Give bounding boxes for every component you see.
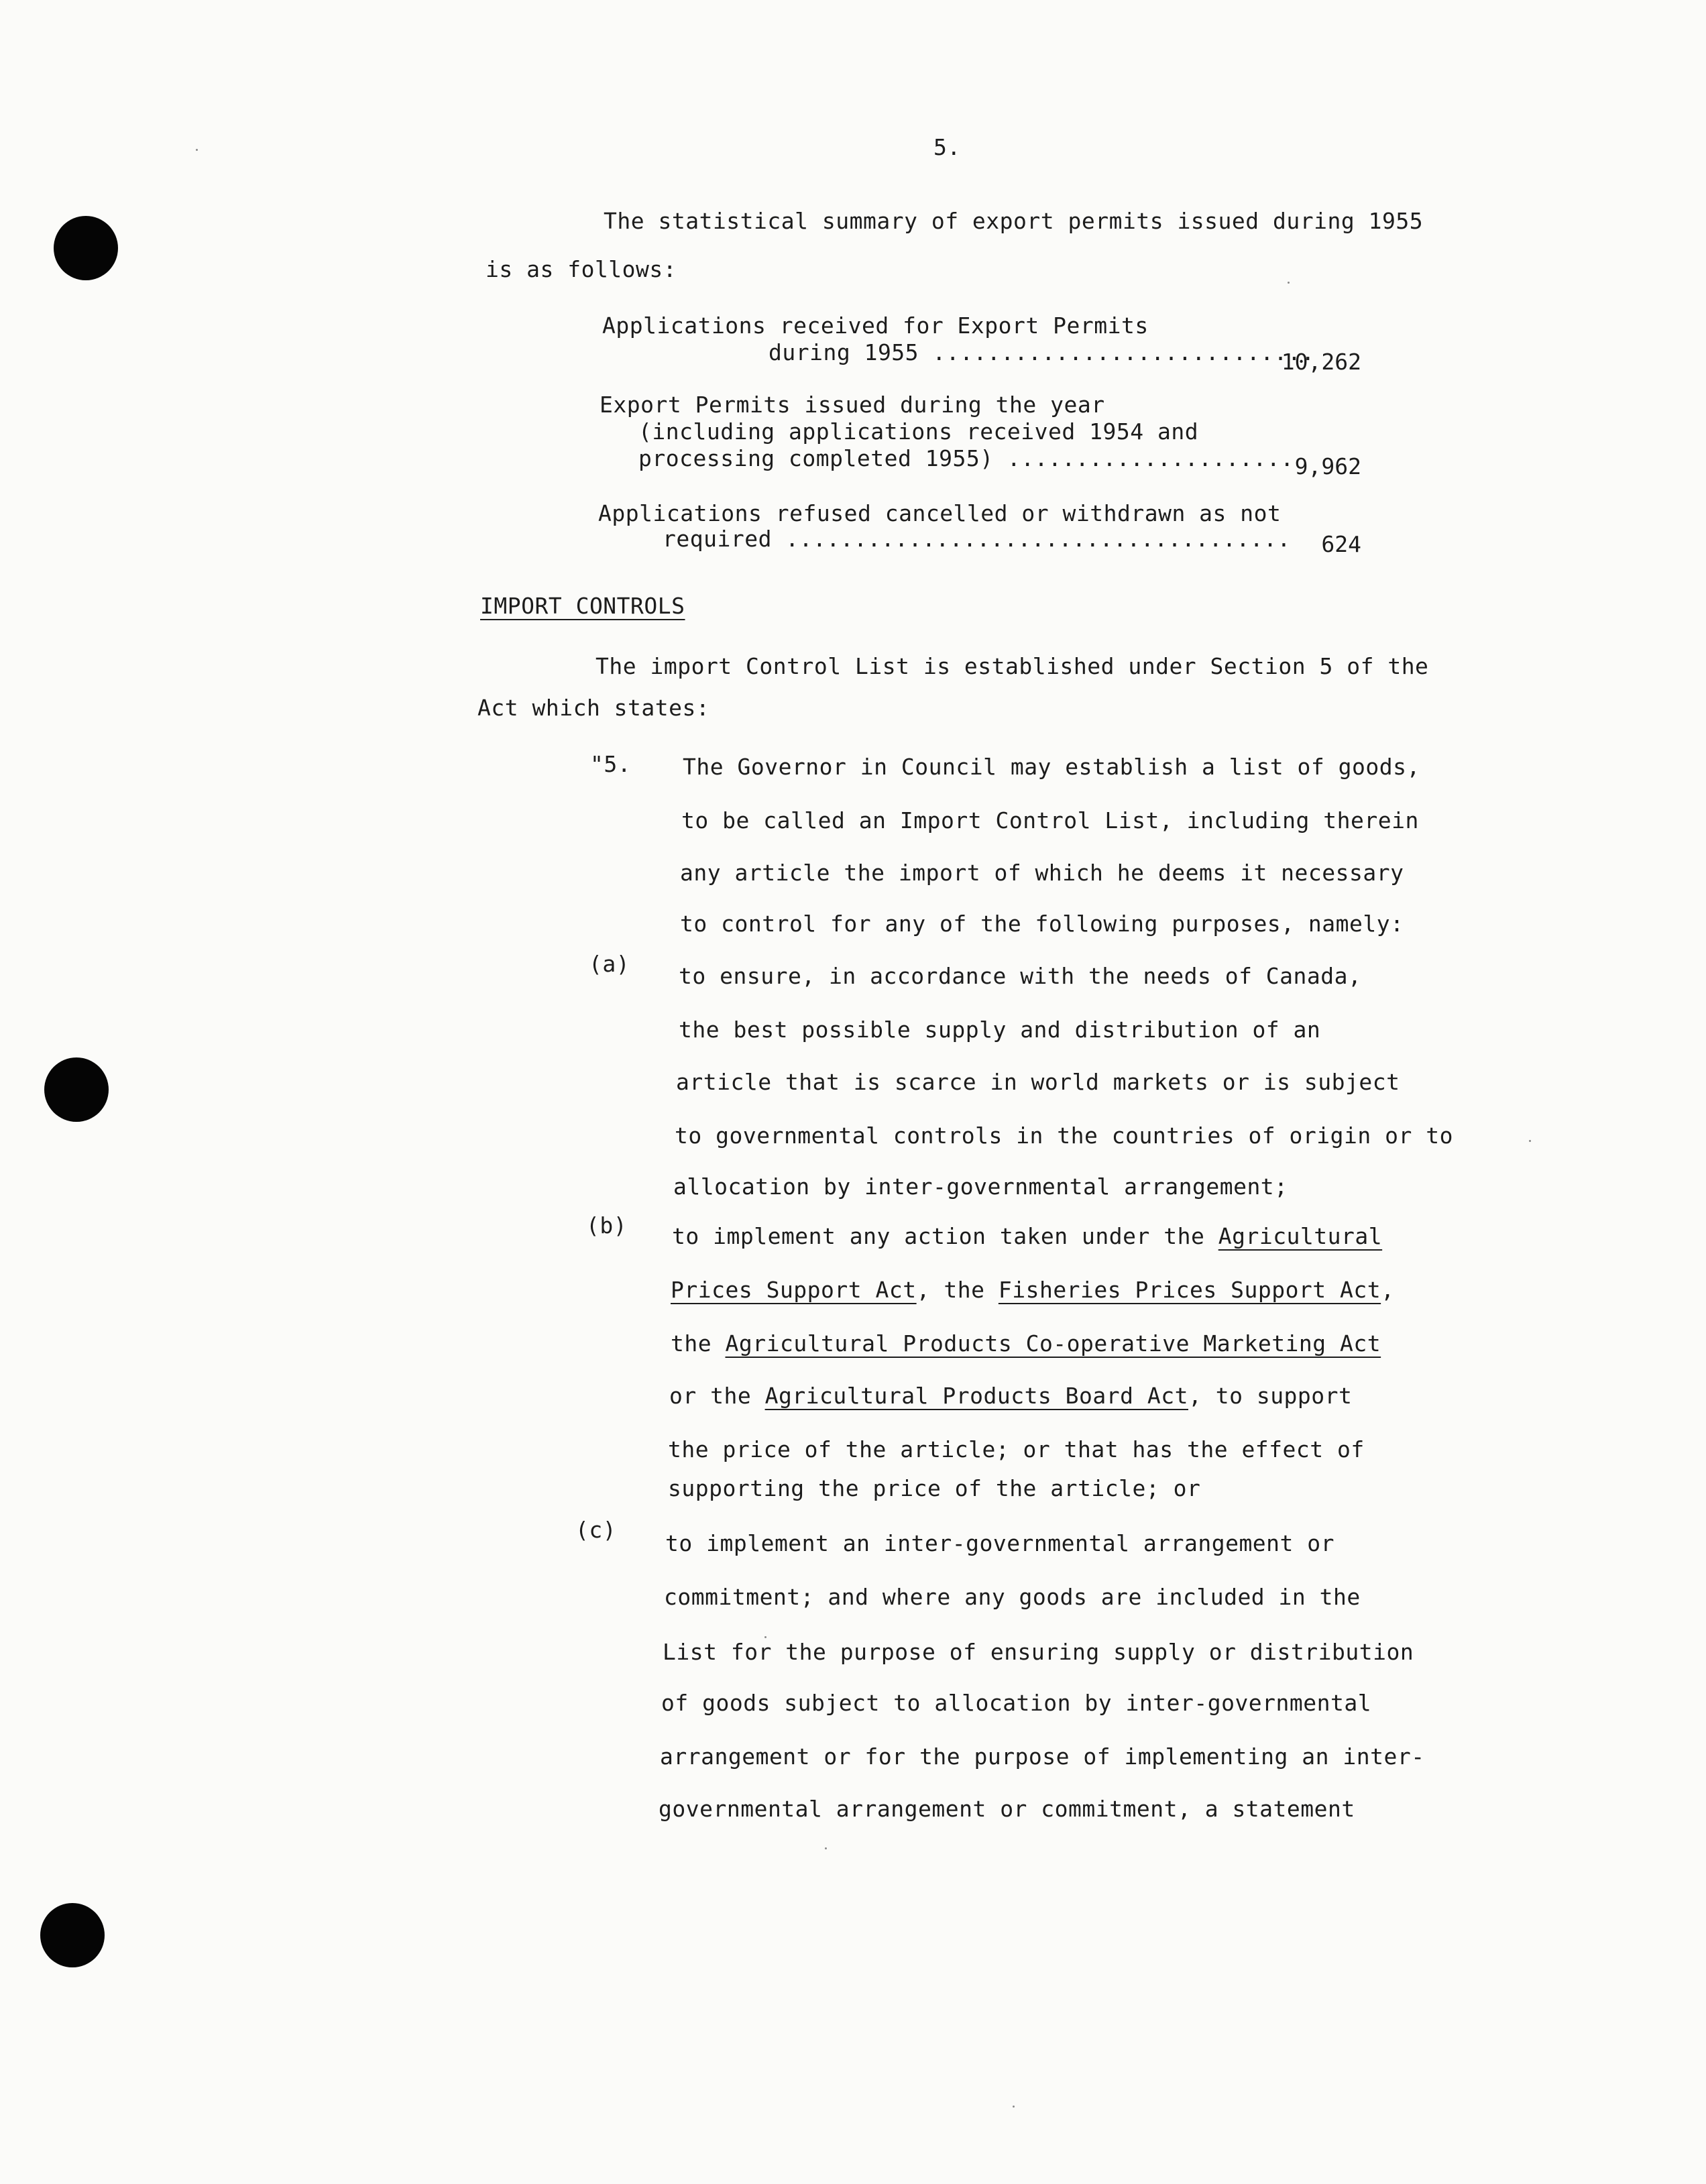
item-b-line-3-text: the [671, 1330, 726, 1357]
stat-2-line-1: Export Permits issued during the year [600, 392, 1105, 418]
item-a-line-1: to ensure, in accordance with the needs of Canada, [679, 963, 1362, 989]
stat-3-value: 624 [1321, 531, 1361, 557]
quote-lead-line-1: The Governor in Council may establish a list of goods, [683, 754, 1420, 780]
page-number: 5. [933, 134, 961, 160]
punch-hole-middle [44, 1057, 109, 1122]
item-b-line-4 [669, 1383, 1352, 1410]
scan-speck [1013, 2106, 1015, 2108]
item-c-line-1: to implement an inter-governmental arrangement or [665, 1530, 1335, 1556]
item-b-line-1 [672, 1223, 1382, 1250]
scan-speck [196, 149, 198, 151]
stat-2-line-3: processing completed 1955) ..................... [638, 445, 1294, 471]
item-a-line-2: the best possible supply and distribution of an [679, 1017, 1321, 1043]
quote-marker: "5. [590, 751, 632, 777]
item-a-line-4: to governmental controls in the countries of origin or to [675, 1123, 1453, 1149]
item-a-label: (a) [589, 951, 630, 977]
item-b-line-2-end: , [1381, 1277, 1395, 1303]
stat-3-line-2: required ..................................... [663, 526, 1291, 552]
item-b-label: (b) [586, 1212, 628, 1239]
item-c-line-3: List for the purpose of ensuring supply or distribution [663, 1639, 1414, 1665]
item-b-line-4-end: , to support [1188, 1383, 1353, 1409]
item-c-line-5: arrangement or for the purpose of implementing an inter- [660, 1743, 1425, 1770]
act-agricultural-prices-support-part-1: Agricultural [1218, 1223, 1383, 1249]
punch-hole-bottom [40, 1903, 105, 1967]
scan-speck [1288, 282, 1290, 284]
item-b-line-5: the price of the article; or that has the effect of [668, 1436, 1365, 1462]
act-agricultural-products-cooperative-marketing: Agricultural Products Co-operative Marketing Act [725, 1330, 1381, 1357]
item-b-line-3 [671, 1330, 1381, 1357]
stat-1-line-1: Applications received for Export Permits [602, 312, 1149, 339]
item-c-line-2: commitment; and where any goods are included in the [664, 1584, 1361, 1610]
scan-speck [825, 1847, 827, 1849]
stat-2-value: 9,962 [1294, 453, 1361, 479]
item-c-label: (c) [575, 1517, 617, 1543]
item-c-line-6: governmental arrangement or commitment, a statement [659, 1796, 1355, 1822]
item-b-line-4-text: or the [669, 1383, 765, 1409]
intro-line-1: The statistical summary of export permits issued during 1955 [604, 208, 1424, 234]
quote-lead-line-3: any article the import of which he deems it necessary [680, 860, 1404, 886]
item-a-line-3: article that is scarce in world markets or is subject [676, 1069, 1400, 1095]
item-a-line-5: allocation by inter-governmental arrangement; [673, 1173, 1288, 1200]
intro-line-2: is as follows: [486, 256, 677, 282]
scan-speck [764, 1636, 766, 1638]
stat-2-line-2: (including applications received 1954 and [638, 418, 1199, 445]
section-intro-line-2: Act which states: [477, 695, 710, 721]
item-b-line-6: supporting the price of the article; or [668, 1475, 1201, 1501]
section-heading: IMPORT CONTROLS [480, 593, 685, 619]
act-agricultural-prices-support-part-2: Prices Support Act [671, 1277, 917, 1303]
punch-hole-top [54, 216, 118, 280]
quote-lead-line-4: to control for any of the following purposes, namely: [680, 911, 1404, 937]
stat-3-line-1: Applications refused cancelled or withdrawn as not [598, 500, 1282, 526]
stat-1-value: 10,262 [1281, 349, 1361, 375]
scan-speck [1529, 1140, 1531, 1142]
item-b-line-1-text: to implement any action taken under the [672, 1223, 1218, 1249]
act-fisheries-prices-support: Fisheries Prices Support Act [998, 1277, 1381, 1303]
stat-1-line-2: during 1955 ............................ [769, 339, 1315, 365]
item-c-line-4: of goods subject to allocation by inter-governmental [661, 1690, 1372, 1716]
act-agricultural-products-board: Agricultural Products Board Act [764, 1383, 1188, 1409]
item-b-line-2 [671, 1277, 1395, 1304]
section-intro-line-1: The import Control List is established under Section 5 of the [595, 653, 1429, 679]
quote-lead-line-2: to be called an Import Control List, including therein [681, 807, 1419, 834]
item-b-line-2-mid: , the [916, 1277, 999, 1303]
